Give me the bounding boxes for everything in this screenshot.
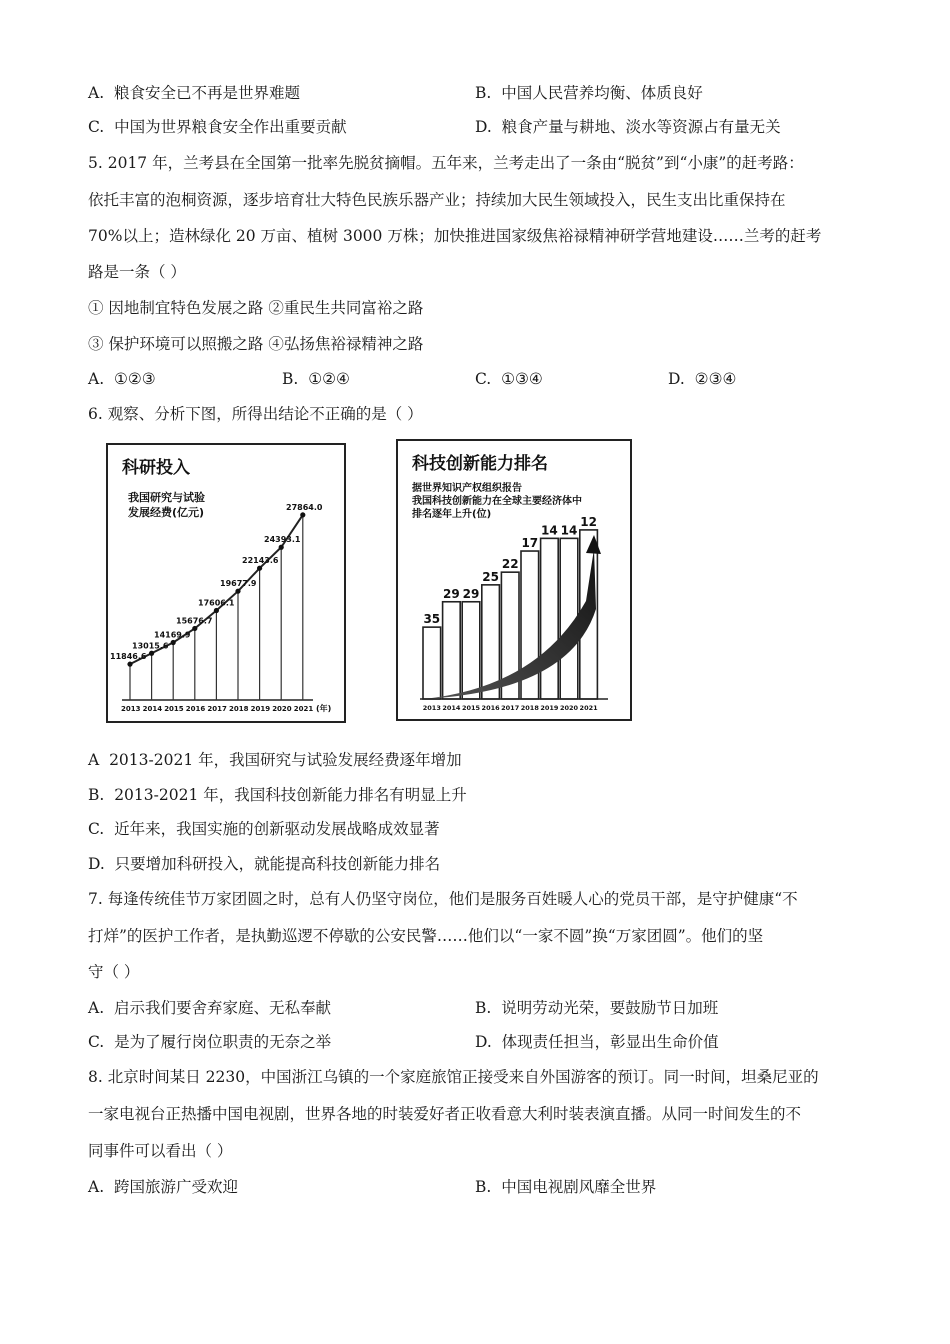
chart2-bar <box>423 627 441 699</box>
rd-investment-chart <box>106 443 346 723</box>
q7-stem-line-1: 7. 每逢传统佳节万家团圆之时，总有人仍坚守岗位，他们是服务百姓暖人心的党员干部，是守护健康“不 <box>88 890 798 908</box>
chart1-title: 科研投入 <box>122 458 190 478</box>
chart2-tick-label: 2017 <box>501 704 520 712</box>
chart2-subtitle-1: 据世界知识产权组织报告 <box>412 483 522 494</box>
chart2-data-label: 17 <box>521 536 539 551</box>
chart1-tick-label: 2014 <box>142 705 163 713</box>
chart2-subtitle-3: 排名逐年上升(位) <box>412 509 492 520</box>
chart1-data-label: 13015.6 <box>132 641 169 651</box>
chart2-tick-label: 2020 <box>559 704 579 712</box>
chart1-point <box>171 640 176 645</box>
q7-option-c: C. 是为了履行岗位职责的无奈之举 <box>88 1033 332 1051</box>
chart1-x-unit: (年) <box>316 704 332 713</box>
chart2-tick-label: 2021 <box>579 704 598 712</box>
q4-option-c: C. 中国为世界粮食安全作出重要贡献 <box>88 118 347 136</box>
chart2-tick-label: 2013 <box>422 704 441 712</box>
q4-option-a: A. 粮食安全已不再是世界难题 <box>88 84 300 102</box>
q6-option-b: B. 2013-2021 年，我国科技创新能力排名有明显上升 <box>88 786 467 804</box>
innovation-ranking-chart <box>396 439 632 721</box>
chart2-bar <box>443 602 461 699</box>
chart1-tick-label: 2015 <box>164 705 184 713</box>
q8-stem-line-2: 一家电视台正热播中国电视剧，世界各地的时装爱好者正收看意大利时装表演直播。从同一时间发生的不 <box>88 1105 802 1123</box>
chart2-bar <box>462 602 480 699</box>
q8-stem-line-3: 同事件可以看出（ ） <box>88 1142 233 1160</box>
chart1-point <box>300 512 305 517</box>
chart1-data-label: 19677.9 <box>220 579 257 589</box>
chart1-point <box>235 589 240 594</box>
q4-option-d: D. 粮食产量与耕地、淡水等资源占有量无关 <box>475 118 781 136</box>
chart1-data-label: 17606.1 <box>198 598 235 608</box>
chart2-tick-label: 2015 <box>461 704 481 712</box>
chart2-data-label: 29 <box>462 586 480 601</box>
chart2-data-label: 25 <box>482 569 499 584</box>
chart1-data-label: 15676.7 <box>176 616 213 626</box>
chart1-point <box>279 545 284 550</box>
chart2-tick-label: 2018 <box>520 704 539 712</box>
chart1-data-label: 14169.9 <box>154 630 191 640</box>
chart2-tick-label: 2014 <box>442 704 461 712</box>
chart2-tick-label: 2016 <box>481 704 500 712</box>
chart1-point <box>257 566 262 571</box>
chart1-point <box>214 608 219 613</box>
q7-option-a: A. 启示我们要舍弃家庭、无私奉献 <box>88 999 331 1017</box>
q5-stem-line-4: 路是一条（ ） <box>88 263 186 281</box>
q5-statements-1: ① 因地制宜特色发展之路 ②重民生共同富裕之路 <box>88 299 424 317</box>
chart1-tick-label: 2019 <box>250 705 271 713</box>
q8-option-b: B. 中国电视剧风靡全世界 <box>475 1178 657 1196</box>
chart2-data-label: 14 <box>560 523 578 538</box>
innovation-ranking-svg <box>398 441 630 719</box>
chart2-data-label: 29 <box>443 586 460 601</box>
q5-option-b: B. ①②④ <box>282 370 350 388</box>
q7-stem-line-2: 打烊”的医护工作者，是执勤巡逻不停歇的公安民警……他们以“一家不圆”换“万家团圆”。他们的坚 <box>88 927 764 945</box>
q7-option-b: B. 说明劳动光荣，要鼓励节日加班 <box>475 999 719 1017</box>
chart2-tick-label: 2019 <box>540 704 559 712</box>
chart1-point <box>127 662 132 667</box>
q5-stem-line-1: 5. 2017 年，兰考县在全国第一批率先脱贫摘帽。五年来，兰考走出了一条由“脱贫”到“小康”的赶考路： <box>88 154 804 172</box>
q7-stem-line-3: 守（ ） <box>88 963 140 981</box>
chart1-data-label: 24393.1 <box>264 535 301 545</box>
chart1-data-label: 27864.0 <box>286 502 323 512</box>
chart2-data-label: 14 <box>541 523 558 538</box>
chart1-subtitle-2: 发展经费(亿元) <box>128 506 205 519</box>
chart1-point <box>192 626 197 631</box>
q4-option-b: B. 中国人民营养均衡、体质良好 <box>475 84 703 102</box>
chart1-tick-label: 2013 <box>121 705 141 713</box>
chart1-tick-label: 2020 <box>272 705 292 713</box>
chart2-data-label: 35 <box>423 612 441 627</box>
q6-option-a: A 2013-2021 年，我国研究与试验发展经费逐年增加 <box>88 751 462 769</box>
chart1-subtitle-1: 我国研究与试验 <box>128 491 205 504</box>
rd-investment-svg <box>108 445 344 721</box>
q5-option-a: A. ①②③ <box>88 370 156 388</box>
q5-stem-line-3: 70%以上；造林绿化 20 万亩、植树 3000 万株；加快推进国家级焦裕禄精神研学营地建设……兰考的赶考 <box>88 227 822 245</box>
q7-option-d: D. 体现责任担当，彰显出生命价值 <box>475 1033 719 1051</box>
chart1-tick-label: 2017 <box>207 705 227 713</box>
chart2-title: 科技创新能力排名 <box>412 454 548 474</box>
q8-option-a: A. 跨国旅游广受欢迎 <box>88 1178 238 1196</box>
chart2-data-label: 12 <box>580 514 597 529</box>
q5-option-d: D. ②③④ <box>668 370 737 388</box>
q5-option-c: C. ①③④ <box>475 370 543 388</box>
chart2-bar <box>541 538 559 699</box>
q6-option-d: D. 只要增加科研投入，就能提高科技创新能力排名 <box>88 855 441 873</box>
q6-option-c: C. 近年来，我国实施的创新驱动发展战略成效显著 <box>88 820 440 838</box>
q5-statements-2: ③ 保护环境可以照搬之路 ④弘扬焦裕禄精神之路 <box>88 335 424 353</box>
chart2-subtitle-2: 我国科技创新能力在全球主要经济体中 <box>412 496 582 507</box>
chart1-data-label: 11846.6 <box>110 652 147 662</box>
q5-stem-line-2: 依托丰富的泡桐资源，逐步培育壮大特色民族乐器产业；持续加大民生领域投入，民生支出比重保持在 <box>88 191 786 209</box>
chart1-tick-label: 2018 <box>229 705 249 713</box>
chart1-data-label: 22143.6 <box>242 556 279 566</box>
chart1-tick-label: 2016 <box>185 705 206 713</box>
q8-stem-line-1: 8. 北京时间某日 2230，中国浙江乌镇的一个家庭旅馆正接受来自外国游客的预订。同一时间，坦桑尼亚的 <box>88 1068 819 1086</box>
chart1-tick-label: 2021 <box>293 705 314 713</box>
chart2-data-label: 22 <box>501 557 519 572</box>
chart1-point <box>149 651 154 656</box>
q6-stem: 6. 观察、分析下图，所得出结论不正确的是（ ） <box>88 405 423 423</box>
